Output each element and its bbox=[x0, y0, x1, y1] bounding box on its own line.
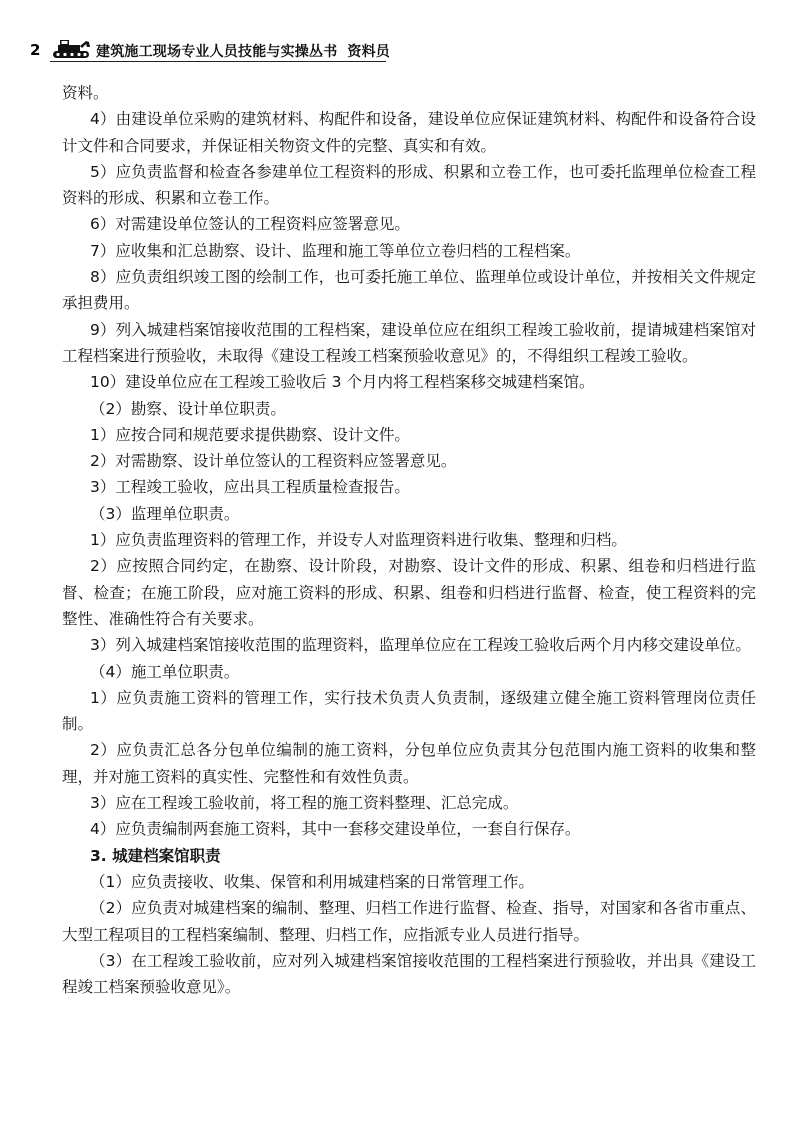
section-heading: 3. 城建档案馆职责 bbox=[90, 846, 221, 865]
paragraph: （1）应负责接收、收集、保管和利用城建档案的日常管理工作。 bbox=[90, 872, 534, 891]
paragraph: 9）列入城建档案馆接收范围的工程档案，建设单位应在组织工程竣工验收前，提请城建档案馆对工程档案进行预验收，未取得《建设工程竣工档案预验收意见》的，不得组织工程竣工验收。 bbox=[62, 320, 756, 365]
header-divider bbox=[50, 61, 386, 62]
paragraph: （2）勘察、设计单位职责。 bbox=[90, 399, 286, 418]
paragraph: 3）工程竣工验收，应出具工程质量检查报告。 bbox=[90, 478, 410, 497]
book-title: 建筑施工现场专业人员技能与实操丛书 bbox=[96, 44, 338, 60]
paragraph: （3）监理单位职责。 bbox=[90, 504, 240, 523]
paragraph: 1）应负责监理资料的管理工作，并设专人对监理资料进行收集、整理和归档。 bbox=[90, 531, 627, 550]
book-subtitle: 资料员 bbox=[347, 44, 391, 60]
page-number: 2 bbox=[30, 41, 41, 59]
running-header bbox=[30, 36, 391, 62]
paragraph: 资料。 bbox=[62, 84, 109, 102]
paragraph: 1）应负责施工资料的管理工作，实行技术负责人负责制，逐级建立健全施工资料管理岗位责任制。 bbox=[62, 688, 756, 734]
paragraph: 3）列入城建档案馆接收范围的监理资料，监理单位应在工程竣工验收后两个月内移交建设单位。 bbox=[90, 636, 751, 655]
excavator-icon bbox=[50, 38, 92, 60]
paragraph: 1）应按合同和规范要求提供勘察、设计文件。 bbox=[90, 425, 410, 444]
paragraph: （2）应负责对城建档案的编制、整理、归档工作进行监督、检查、指导，对国家和各省市重点、大型工程项目的工程档案编制、整理、归档工作，应指派专业人员进行指导。 bbox=[62, 899, 756, 944]
paragraph: 4）应负责编制两套施工资料，其中一套移交建设单位，一套自行保存。 bbox=[90, 820, 581, 839]
paragraph: 7）应收集和汇总勘察、设计、监理和施工等单位立卷归档的工程档案。 bbox=[90, 241, 581, 260]
paragraph: 3）应在工程竣工验收前，将工程的施工资料整理、汇总完成。 bbox=[90, 794, 519, 813]
paragraph: （3）在工程竣工验收前，应对列入城建档案馆接收范围的工程档案进行预验收，并出具《建设工程竣工档案预验收意见》。 bbox=[62, 951, 756, 997]
header-title bbox=[96, 41, 390, 61]
paragraph: 5）应负责监督和检查各参建单位工程资料的形成、积累和立卷工作，也可委托监理单位检查工程资料的形成、积累和立卷工作。 bbox=[62, 162, 756, 208]
paragraph: 6）对需建设单位签认的工程资料应签署意见。 bbox=[90, 215, 410, 234]
paragraph: 2）对需勘察、设计单位签认的工程资料应签署意见。 bbox=[90, 452, 457, 471]
paragraph: 2）应负责汇总各分包单位编制的施工资料，分包单位应负责其分包范围内施工资料的收集和整理，并对施工资料的真实性、完整性和有效性负责。 bbox=[62, 741, 756, 786]
paragraph: 10）建设单位应在工程竣工验收后 3 个月内将工程档案移交城建档案馆。 bbox=[90, 373, 595, 392]
paragraph: （4）施工单位职责。 bbox=[90, 662, 240, 681]
paragraph: 2）应按照合同约定，在勘察、设计阶段，对勘察、设计文件的形成、积累、组卷和归档进行监督、检查；在施工阶段，应对施工资料的形成、积累、组卷和归档进行监督、检查，使工程资料的完整性、准确性符合有关要求。 bbox=[62, 557, 756, 628]
body-text bbox=[62, 80, 756, 1000]
paragraph: 4）由建设单位采购的建筑材料、构配件和设备，建设单位应保证建筑材料、构配件和设备符合设计文件和合同要求，并保证相关物资文件的完整、真实和有效。 bbox=[62, 110, 756, 155]
paragraph: 8）应负责组织竣工图的绘制工作，也可委托施工单位、监理单位或设计单位，并按相关文件规定承担费用。 bbox=[62, 268, 756, 313]
